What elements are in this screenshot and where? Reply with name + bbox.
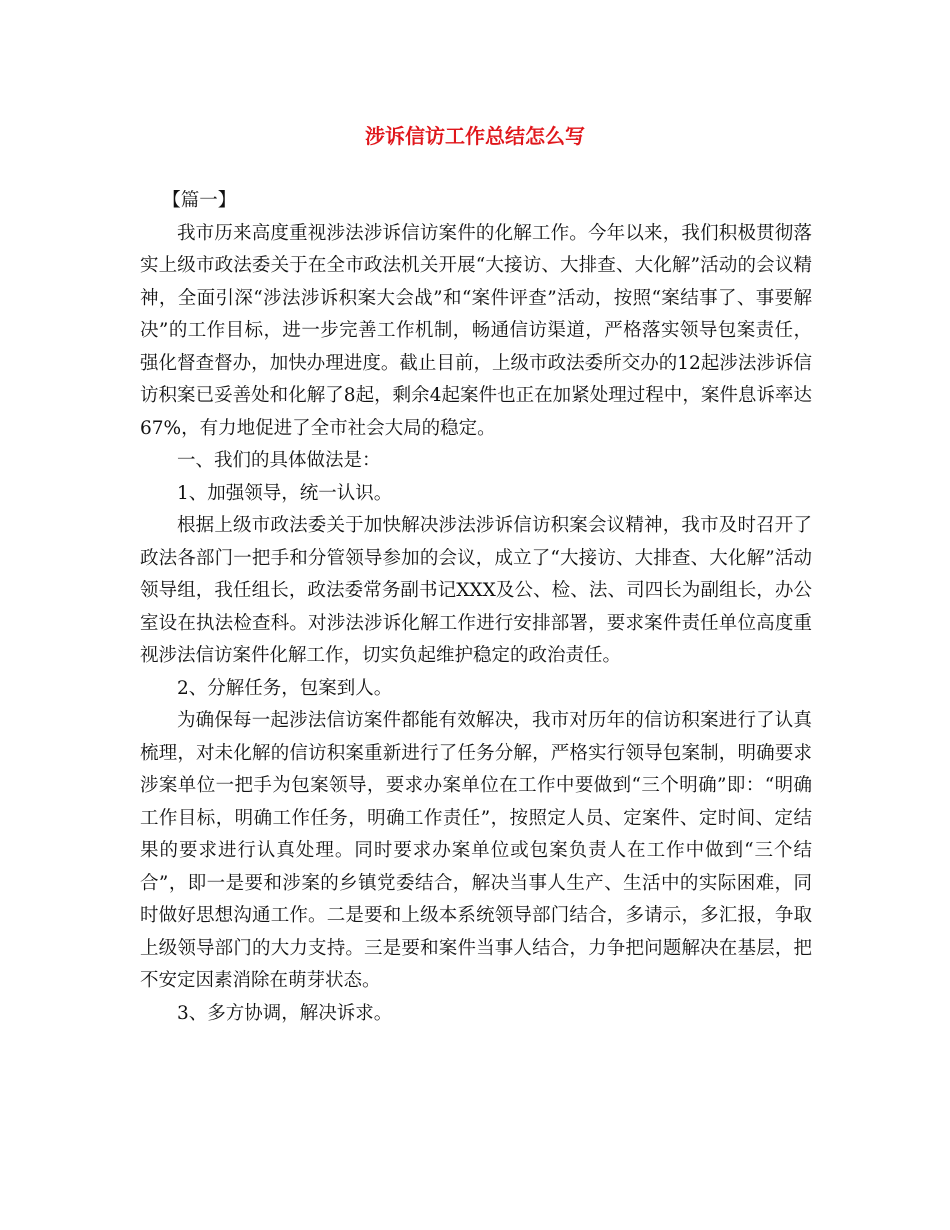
- subheading-2: 2、分解任务，包案到人。: [177, 677, 393, 699]
- body-paragraph-2: 为确保每一起涉法信访案件都能有效解决，我市对历年的信访积案进行了认真梳理，对未化解的信访积案重新进行了任务分解，严格实行领导包案制，明确要求涉案单位一把手为包案领导，要求办案单位在工作中要做到“三个明确”即：“明确工作目标，明确工作任务，明确工作责任”，按照定人员、定案件、定时间、定结果的要求进行认真处理。同时要求办案单位或包案负责人在工作中做到“三个结合”，即一是要和涉案的乡镇党委结合，解决当事人生产、生活中的实际困难，同时做好思想沟通工作。二是要和上级本系统领导部门结合，多请示，多汇报，争取上级领导部门的大力支持。三是要和案件当事人结合，力争把问题解决在基层，把不安定因素消除在萌芽状态。: [140, 710, 812, 991]
- document-body: [140, 185, 812, 1030]
- subheading-1: 1、加强领导，统一认识。: [177, 482, 393, 504]
- body-paragraph-1: 根据上级市政法委关于加快解决涉法涉诉信访积案会议精神，我市及时召开了政法各部门一把手和分管领导参加的会议，成立了“大接访、大排查、大化解”活动领导组，我任组长，政法委常务副书记XXX及公、检、法、司四长为副组长，办公室设在执法检查科。对涉法涉诉化解工作进行安排部署，要求案件责任单位高度重视涉法信访案件化解工作，切实负起维护稳定的政治责任。: [140, 515, 812, 666]
- document-title: 涉诉信访工作总结怎么写: [365, 124, 585, 148]
- intro-paragraph: 我市历来高度重视涉法涉诉信访案件的化解工作。今年以来，我们积极贯彻落实上级市政法委关于在全市政法机关开展“大接访、大排查、大化解”活动的会议精神，全面引深“涉法涉诉积案大会战”和“案件评查”活动，按照“案结事了、事要解决”的工作目标，进一步完善工作机制，畅通信访渠道，严格落实领导包案责任，强化督查督办，加快办理进度。截止目前，上级市政法委所交办的12起涉法涉诉信访积案已妥善处和化解了8起，剩余4起案件也正在加紧处理过程中，案件息诉率达67%，有力地促进了全市社会大局的稳定。: [140, 222, 812, 439]
- section-label: 【篇一】: [162, 190, 237, 211]
- section-heading: 一、我们的具体做法是：: [177, 450, 381, 471]
- subheading-3: 3、多方协调，解决诉求。: [177, 1002, 393, 1024]
